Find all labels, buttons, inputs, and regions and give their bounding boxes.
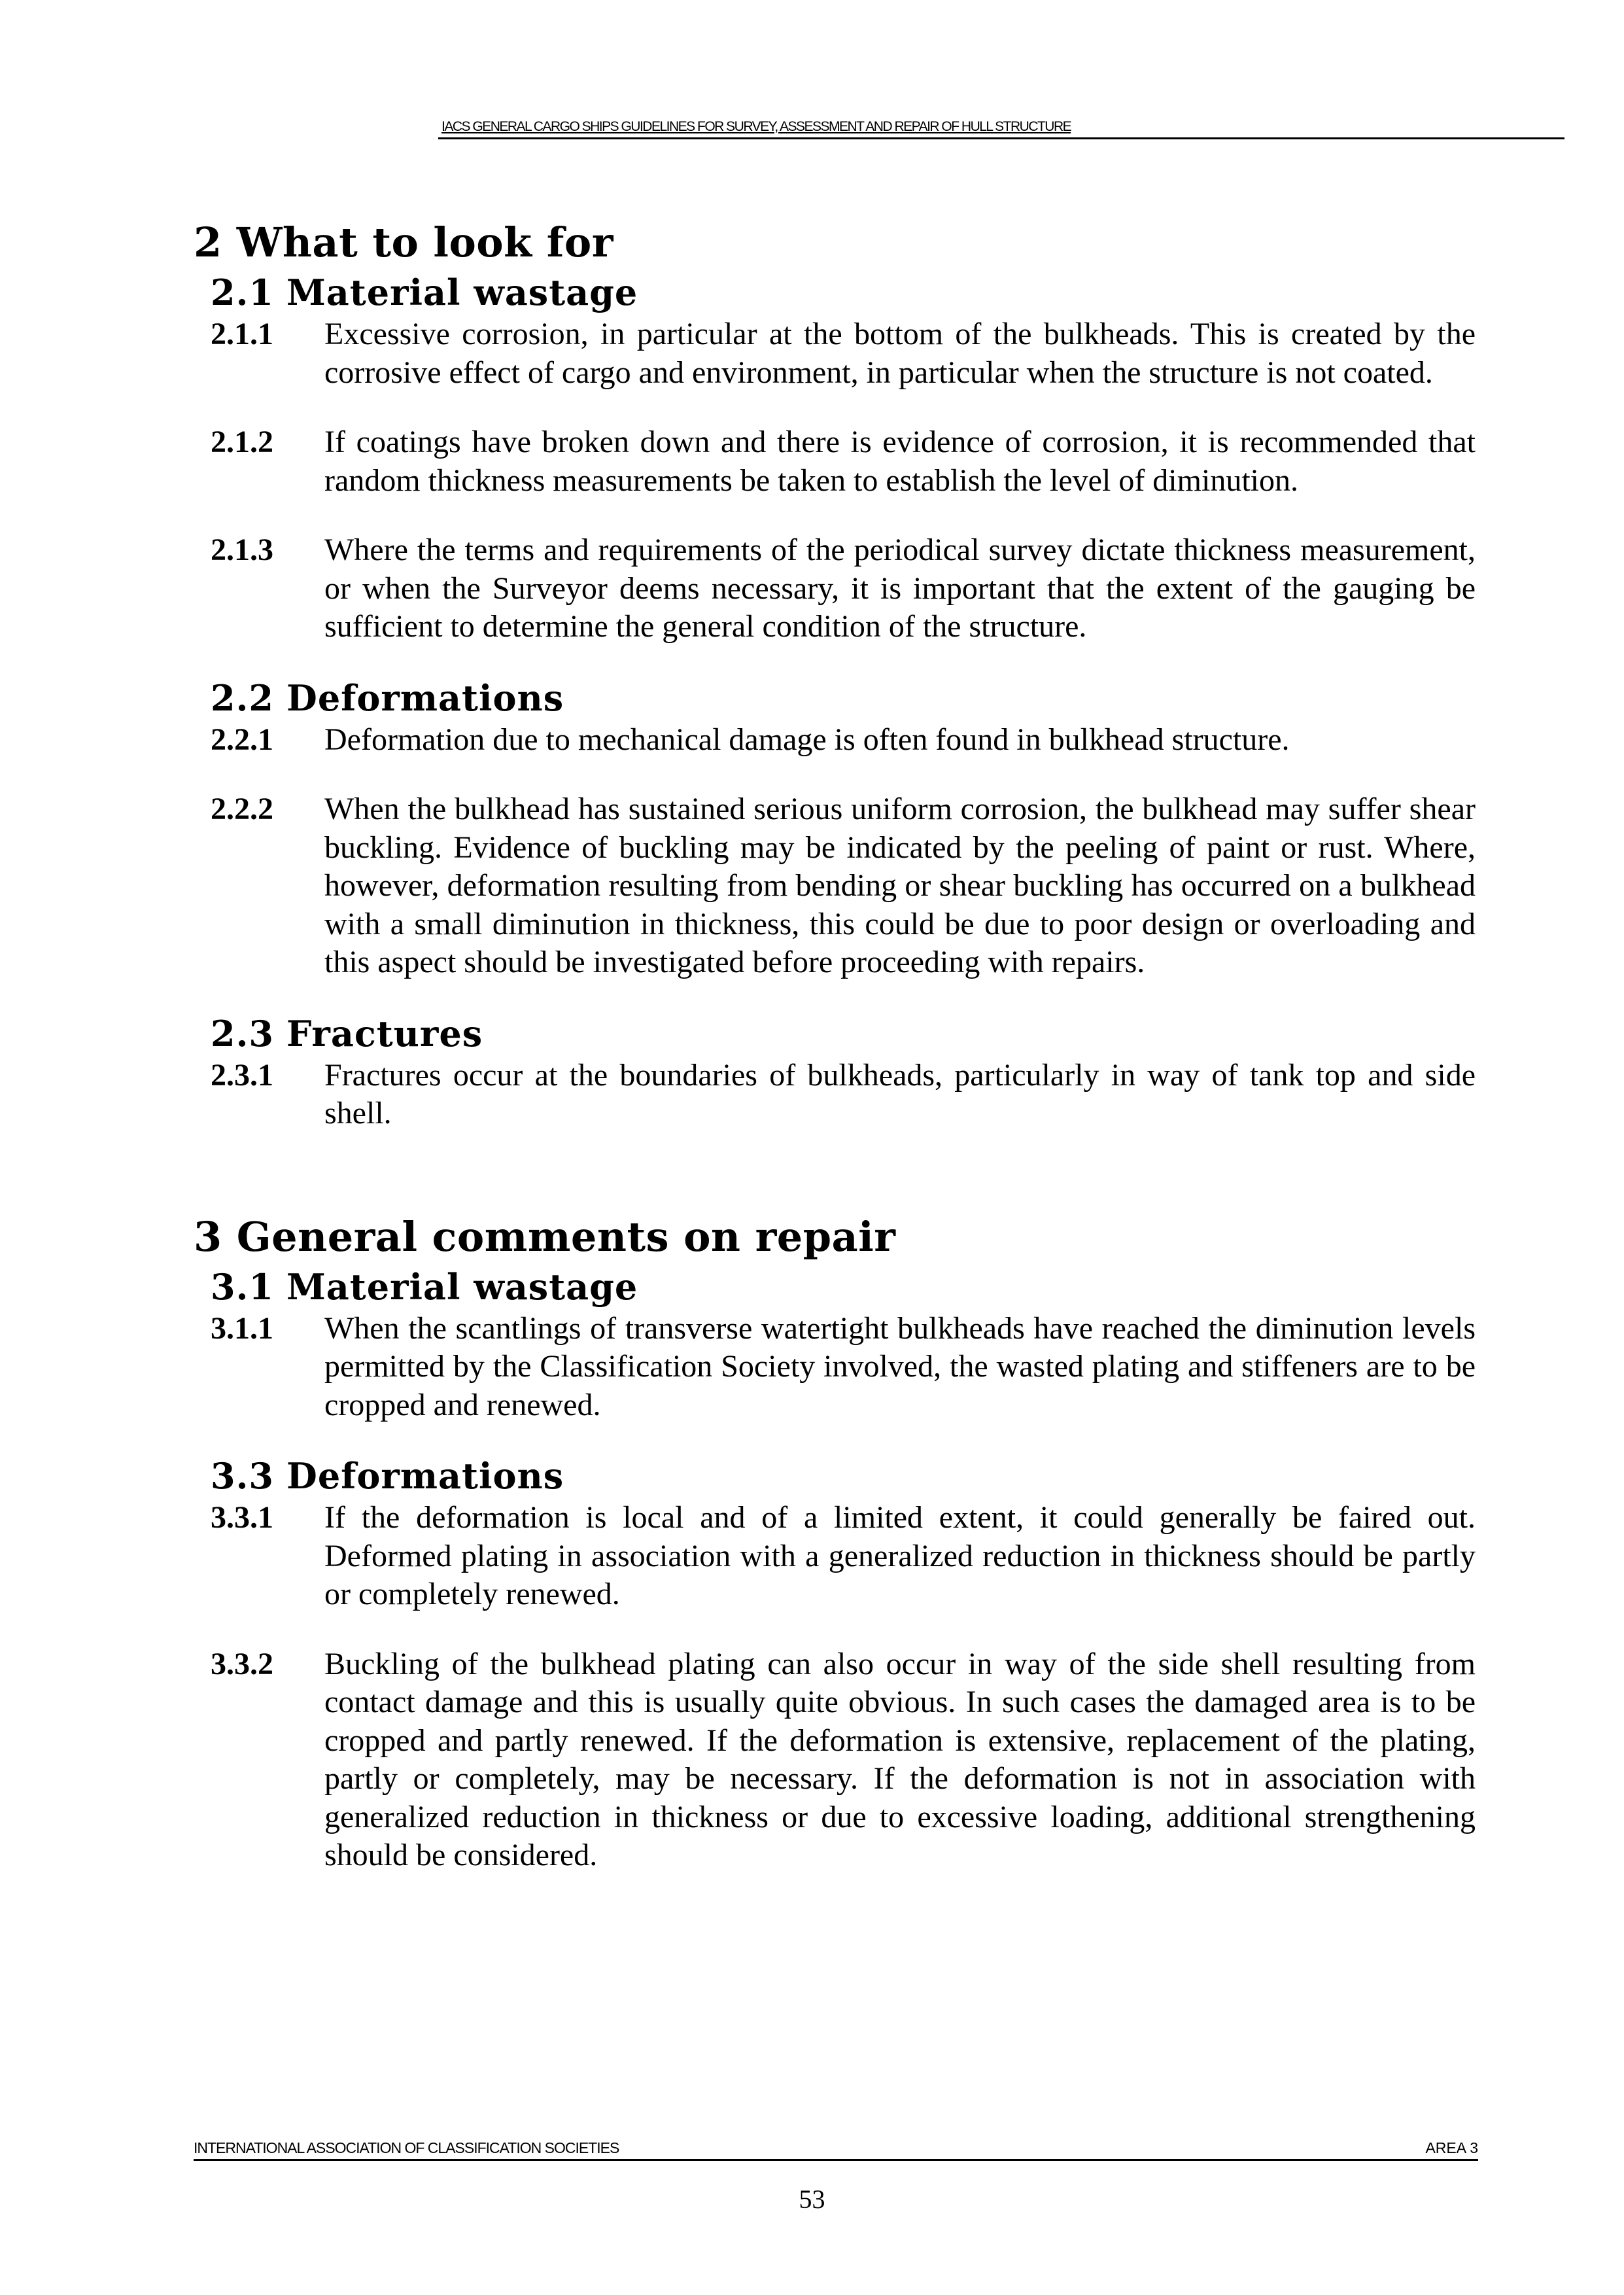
paragraph-text: Fractures occur at the boundaries of bulkheads, particularly in way of tank top and side shell. bbox=[324, 1057, 1476, 1130]
section-heading: 3 General comments on repair bbox=[194, 1212, 896, 1261]
paragraph bbox=[194, 531, 1476, 646]
paragraph bbox=[194, 423, 1476, 500]
paragraph bbox=[194, 721, 1476, 760]
paragraph bbox=[194, 315, 1476, 392]
subsection-heading bbox=[211, 1264, 1476, 1310]
document-body bbox=[194, 216, 1476, 1906]
paragraph bbox=[194, 1310, 1476, 1425]
paragraph-number: 2.1.1 bbox=[211, 317, 273, 351]
paragraph-number: 3.3.2 bbox=[211, 1646, 273, 1681]
paragraph-number: 2.2.1 bbox=[211, 722, 273, 757]
paragraph-text: Deformation due to mechanical damage is often found in bulkhead structure. bbox=[324, 722, 1290, 757]
paragraph-text: When the bulkhead has sustained serious uniform corrosion, the bulkhead may suffer shear buckling. Evidence of buckling may be indicated by the peeling of paint or rust. Where, however, deformation resulting from bending or shear buckling has occurred on a bulkhead with a small diminution in thickness, this could be due to poor design or overloading and this aspect should be investigated before proceeding with repairs. bbox=[324, 792, 1476, 979]
page-number: 53 bbox=[799, 2184, 825, 2214]
subsection-heading bbox=[211, 1011, 1476, 1057]
subsection-title: Material wastage bbox=[286, 272, 638, 313]
paragraph-number: 3.3.1 bbox=[211, 1500, 273, 1535]
subsection-number: 2.1 bbox=[211, 272, 274, 313]
subsection-title: Fractures bbox=[286, 1012, 483, 1055]
paragraph-text: If the deformation is local and of a limited extent, it could generally be faired out. Deformed plating in association with a generalized reduction in thickness should be partly or completely renewed. bbox=[324, 1500, 1476, 1611]
subsection-number: 2.3 bbox=[211, 1012, 274, 1055]
paragraph-text: Excessive corrosion, in particular at the bottom of the bulkheads. This is created by the corrosive effect of cargo and environment, in particular when the structure is not coated. bbox=[324, 317, 1476, 390]
subsection-heading bbox=[211, 270, 1476, 315]
paragraph bbox=[194, 1499, 1476, 1614]
paragraph bbox=[194, 1645, 1476, 1875]
footer-area: AREA 3 bbox=[1425, 2139, 1478, 2156]
paragraph bbox=[194, 1057, 1476, 1133]
paragraph bbox=[194, 790, 1476, 982]
footer-organization: INTERNATIONAL ASSOCIATION OF CLASSIFICATION SOCIETIES bbox=[194, 2139, 619, 2156]
paragraph-number: 3.1.1 bbox=[211, 1310, 273, 1346]
subsection-title: Material wastage bbox=[286, 1265, 638, 1308]
page-header bbox=[438, 118, 1564, 139]
subsection-title: Deformations bbox=[286, 676, 564, 719]
paragraph-text: Where the terms and requirements of the periodical survey dictate thickness measurement, or when the Surveyor deems necessary, it is important that the extent of the gauging be sufficient to determine the general condition of the structure. bbox=[324, 533, 1476, 644]
subsection-heading bbox=[211, 675, 1476, 721]
subsection-number: 3.1 bbox=[211, 1265, 274, 1308]
paragraph-text: Buckling of the bulkhead plating can also occur in way of the side shell resulting from contact damage and this is usually quite obvious. In such cases the damaged area is to be cropped and partly renewed. If the deformation is extensive, replacement of the plating, partly or completely, may be necessary. If the deformation is not in association with generalized reduction in thickness or due to excessive loading, additional strengthening should be considered. bbox=[324, 1646, 1476, 1872]
paragraph-number: 2.1.3 bbox=[211, 533, 273, 567]
section-heading: 2 What to look for bbox=[194, 219, 613, 266]
paragraph-text: If coatings have broken down and there is evidence of corrosion, it is recommended that random thickness measurements be taken to establish the level of diminution. bbox=[324, 425, 1476, 498]
subsection-number: 2.2 bbox=[211, 676, 274, 719]
page-footer bbox=[194, 2139, 1478, 2161]
paragraph-number: 2.3.1 bbox=[211, 1057, 273, 1093]
subsection-number: 3.3 bbox=[211, 1455, 274, 1497]
running-title: IACS GENERAL CARGO SHIPS GUIDELINES FOR SURVEY, ASSESSMENT AND REPAIR OF HULL STRUCTURE bbox=[441, 119, 1071, 134]
paragraph-text: When the scantlings of transverse watertight bulkheads have reached the diminution levels permitted by the Classification Society involved, the wasted plating and stiffeners are to be cropped and renewed. bbox=[324, 1310, 1476, 1422]
paragraph-number: 2.1.2 bbox=[211, 425, 273, 459]
paragraph-number: 2.2.2 bbox=[211, 792, 273, 826]
subsection-title: Deformations bbox=[286, 1455, 564, 1497]
subsection-heading bbox=[211, 1453, 1476, 1499]
